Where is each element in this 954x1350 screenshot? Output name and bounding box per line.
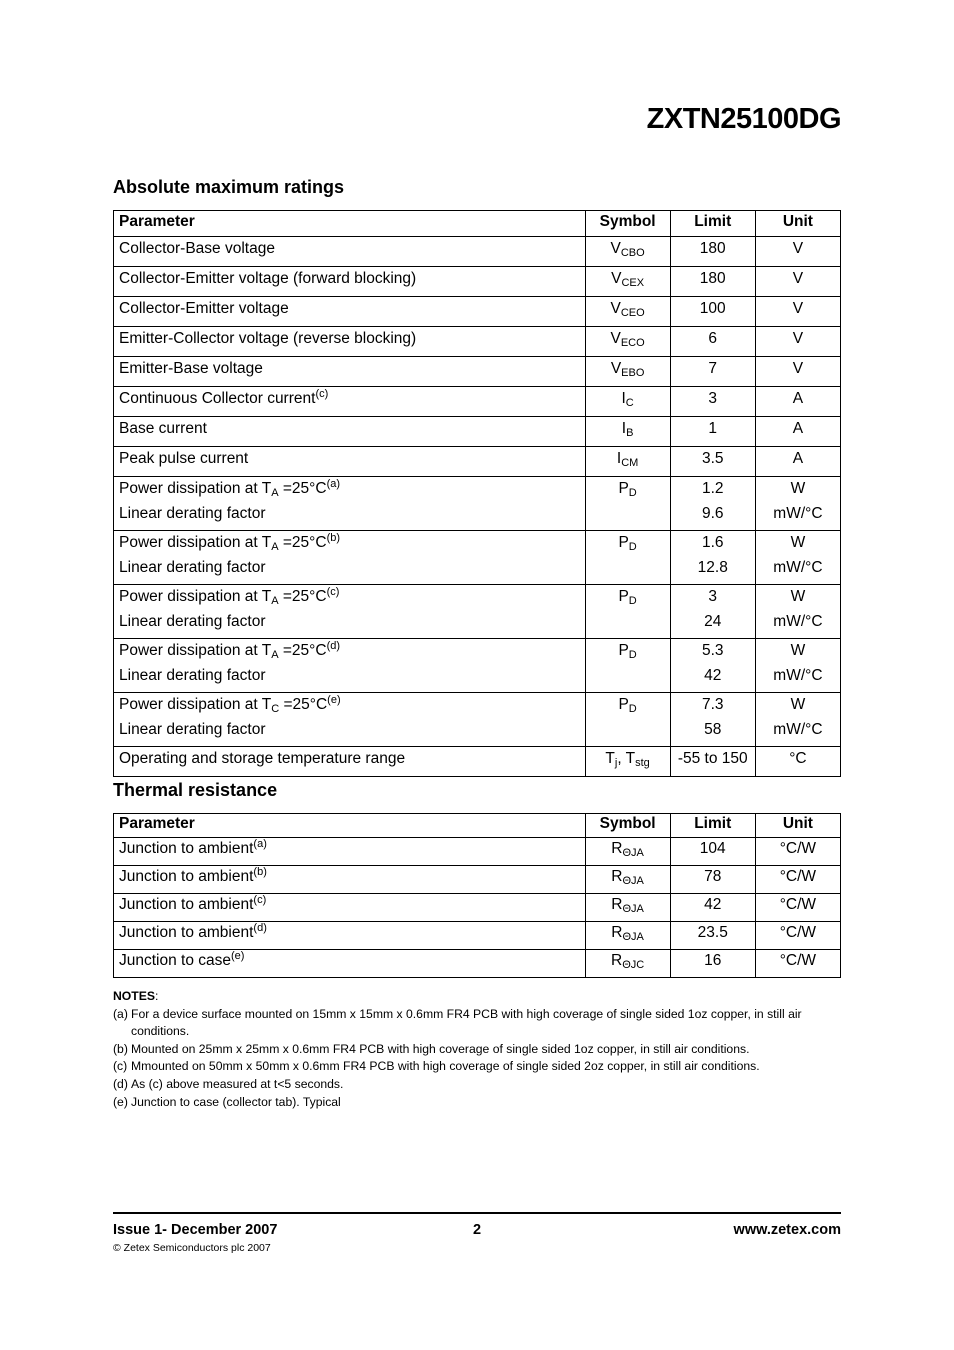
symbol-cell [585, 747, 670, 777]
unit-cell: °C/W [755, 866, 840, 894]
parameter-cell [114, 922, 586, 950]
power-dissipation-line [119, 640, 580, 662]
symbol-text: P [618, 480, 629, 497]
limit-cell [670, 693, 755, 747]
power-dissipation-line [119, 586, 580, 608]
symbol-cell [585, 297, 670, 327]
limit-cell [670, 585, 755, 639]
footnote-ref: (c) [326, 586, 340, 598]
symbol-subscript: ΘJA [622, 875, 644, 887]
parameter-text: Power dissipation at T [119, 696, 272, 713]
limit-power: 3 [708, 588, 718, 605]
parameter-text: Power dissipation at T [119, 480, 272, 497]
parameter-text: Emitter-Collector voltage (reverse blocking) [119, 330, 417, 347]
column-header-unit: Unit [755, 814, 840, 838]
table-row [114, 747, 841, 777]
symbol-cell [585, 950, 670, 978]
parameter-cell [114, 866, 586, 894]
symbol-subscript: ΘJC [622, 959, 645, 971]
symbol-text: V [611, 270, 622, 287]
unit-cell: V [755, 327, 840, 357]
table-row [114, 894, 841, 922]
footnote-ref: (c) [253, 894, 267, 906]
symbol-cell [585, 894, 670, 922]
limit-derating: 12.8 [697, 559, 728, 576]
note-text: Mounted on 25mm x 25mm x 0.6mm FR4 PCB with high coverage of single sided 1oz copper, in still air conditions. [131, 1041, 750, 1056]
unit-cell: A [755, 387, 840, 417]
symbol-text: T [605, 750, 615, 767]
symbol-text: R [611, 952, 623, 969]
table-row [114, 531, 841, 585]
thermal-resistance-heading: Thermal resistance [113, 780, 278, 800]
symbol-subscript: j [614, 757, 618, 769]
unit-cell: °C/W [755, 922, 840, 950]
temperature-subscript: A [271, 487, 279, 499]
notes-heading: NOTES: [113, 989, 159, 1003]
limit-power: 7.3 [701, 696, 724, 713]
column-header-limit: Limit [670, 814, 755, 838]
note-item [113, 1058, 841, 1076]
symbol-text: I [621, 390, 626, 407]
parameter-text: Junction to ambient [119, 840, 254, 857]
absolute-max-ratings-heading: Absolute maximum ratings [113, 177, 345, 197]
symbol-subscript: ΘJA [622, 847, 644, 859]
table-row [114, 447, 841, 477]
unit-cell: V [755, 297, 840, 327]
issue-date: Issue 1- December 2007 [113, 1222, 278, 1238]
symbol-subscript: CEO [620, 307, 645, 319]
limit-cell: 6 [670, 327, 755, 357]
temperature-subscript: A [271, 649, 279, 661]
unit-cell: °C/W [755, 838, 840, 866]
limit-cell: 100 [670, 297, 755, 327]
note-label: (b) [113, 1041, 128, 1056]
symbol-cell [585, 838, 670, 866]
column-header-parameter: Parameter [114, 211, 586, 237]
temperature-subscript: A [271, 595, 279, 607]
parameter-cell [114, 585, 586, 639]
note-item [113, 1076, 841, 1094]
parameter-cell [114, 237, 586, 267]
symbol-subscript: ΘJA [622, 903, 644, 915]
thermal-resistance-table [113, 813, 841, 978]
limit-cell: 78 [670, 866, 755, 894]
page-number: 2 [472, 1222, 482, 1238]
unit-cell: V [755, 267, 840, 297]
unit-derating: mW/°C [773, 613, 823, 630]
unit-cell: A [755, 447, 840, 477]
limit-cell: 180 [670, 267, 755, 297]
unit-derating: mW/°C [773, 559, 823, 576]
unit-cell: V [755, 237, 840, 267]
table-row [114, 922, 841, 950]
symbol-subscript: D [628, 649, 637, 661]
symbol-cell [585, 693, 670, 747]
footnote-ref: (b) [326, 532, 341, 544]
parameter-text: =25°C [278, 642, 327, 659]
symbol-cell [585, 357, 670, 387]
table-row [114, 838, 841, 866]
unit-cell [755, 477, 840, 531]
footnote-ref: (c) [315, 388, 329, 400]
limit-derating: 58 [704, 721, 722, 738]
symbol-subscript: CEX [621, 277, 645, 289]
parameter-cell [114, 357, 586, 387]
column-header-symbol: Symbol [585, 814, 670, 838]
parameter-text: Collector-Emitter voltage (forward blocking) [119, 270, 417, 287]
limit-power: 5.3 [701, 642, 724, 659]
symbol-text: I [621, 420, 627, 437]
symbol-cell [585, 531, 670, 585]
power-dissipation-line [119, 694, 580, 716]
unit-power: W [790, 480, 806, 497]
derating-line: Linear derating factor [119, 505, 266, 522]
note-item [113, 1041, 841, 1059]
symbol-text: V [610, 240, 621, 257]
website-link[interactable]: www.zetex.com [733, 1222, 841, 1238]
symbol-cell [585, 922, 670, 950]
parameter-text: =25°C [278, 480, 327, 497]
parameter-cell [114, 894, 586, 922]
limit-cell: 104 [670, 838, 755, 866]
parameter-text: Peak pulse current [119, 450, 249, 467]
parameter-cell [114, 531, 586, 585]
symbol-text: I [616, 450, 622, 467]
parameter-text: Power dissipation at T [119, 534, 272, 551]
limit-cell: 1 [670, 417, 755, 447]
table-row [114, 387, 841, 417]
parameter-cell: Operating and storage temperature range [114, 747, 586, 777]
limit-cell: 180 [670, 237, 755, 267]
symbol-cell [585, 477, 670, 531]
symbol-cell [585, 639, 670, 693]
table-header-row [114, 814, 841, 838]
unit-derating: mW/°C [773, 667, 823, 684]
note-item [113, 1006, 841, 1041]
limit-cell: 16 [670, 950, 755, 978]
unit-cell: A [755, 417, 840, 447]
unit-cell [755, 531, 840, 585]
parameter-text: Junction to ambient [119, 896, 254, 913]
parameter-cell [114, 387, 586, 417]
parameter-text: Junction to ambient [119, 924, 254, 941]
copyright-notice: © Zetex Semiconductors plc 2007 [113, 1242, 271, 1254]
symbol-text: V [610, 360, 622, 377]
parameter-text: Collector-Emitter voltage [119, 300, 289, 317]
limit-derating: 42 [704, 667, 722, 684]
limit-cell: 23.5 [670, 922, 755, 950]
note-text: Junction to case (collector tab). Typical [131, 1094, 341, 1109]
symbol-text: R [611, 840, 623, 857]
parameter-text: Junction to case [119, 952, 232, 969]
limit-cell [670, 531, 755, 585]
limit-cell [670, 639, 755, 693]
temperature-subscript: A [271, 541, 279, 553]
derating-line: Linear derating factor [119, 667, 266, 684]
symbol-text: , T [617, 750, 636, 767]
symbol-cell [585, 387, 670, 417]
column-header-parameter: Parameter [114, 814, 586, 838]
table-row [114, 357, 841, 387]
symbol-subscript: ΘJA [622, 931, 644, 943]
footnote-ref: (b) [253, 866, 267, 878]
table-row [114, 639, 841, 693]
note-text: As (c) above measured at t<5 seconds. [131, 1076, 344, 1091]
limit-cell: -55 to 150 [670, 747, 755, 777]
symbol-text: R [611, 924, 623, 941]
derating-line: Linear derating factor [119, 721, 266, 738]
table-row [114, 866, 841, 894]
limit-derating: 9.6 [701, 505, 724, 522]
unit-cell: °C/W [755, 894, 840, 922]
derating-line: Linear derating factor [119, 613, 266, 630]
symbol-subscript: D [628, 487, 637, 499]
footnote-ref: (a) [326, 478, 341, 490]
parameter-text: Power dissipation at T [119, 642, 272, 659]
limit-cell: 7 [670, 357, 755, 387]
symbol-text: P [618, 642, 629, 659]
notes-section [113, 988, 841, 1111]
note-text: Mmounted on 50mm x 50mm x 0.6mm FR4 PCB with high coverage of single sided 2oz copper, in still air conditions. [131, 1059, 760, 1074]
table-row [114, 477, 841, 531]
derating-line: Linear derating factor [119, 559, 266, 576]
symbol-text: R [611, 868, 623, 885]
parameter-text: Junction to ambient [119, 868, 254, 885]
column-header-limit: Limit [670, 211, 755, 237]
symbol-cell [585, 237, 670, 267]
symbol-subscript: B [626, 427, 634, 439]
unit-power: W [790, 588, 806, 605]
parameter-cell [114, 639, 586, 693]
symbol-text: R [611, 896, 623, 913]
table-row [114, 585, 841, 639]
parameter-cell [114, 297, 586, 327]
parameter-text: Emitter-Base voltage [119, 360, 263, 377]
limit-cell [670, 477, 755, 531]
unit-power: W [790, 534, 806, 551]
table-row [114, 693, 841, 747]
symbol-text: P [618, 588, 629, 605]
symbol-subscript: C [625, 397, 634, 409]
table-row [114, 327, 841, 357]
symbol-subscript: D [628, 541, 637, 553]
table-row [114, 237, 841, 267]
parameter-text: =25°C [278, 534, 327, 551]
unit-derating: mW/°C [773, 505, 823, 522]
table-header-row [114, 211, 841, 237]
unit-cell: V [755, 357, 840, 387]
footnote-ref: (d) [326, 640, 341, 652]
unit-power: W [790, 696, 806, 713]
parameter-text: Power dissipation at T [119, 588, 272, 605]
parameter-cell [114, 950, 586, 978]
parameter-cell [114, 267, 586, 297]
parameter-text: Continuous Collector current [119, 390, 316, 407]
footnote-ref: (e) [327, 694, 341, 706]
note-label: (a) [113, 1006, 128, 1021]
parameter-cell [114, 477, 586, 531]
parameter-text: Collector-Base voltage [119, 240, 275, 257]
parameter-cell [114, 447, 586, 477]
column-header-unit: Unit [755, 211, 840, 237]
table-row [114, 267, 841, 297]
symbol-subscript: D [628, 595, 637, 607]
power-dissipation-line [119, 532, 580, 554]
limit-cell: 42 [670, 894, 755, 922]
unit-power: W [790, 642, 806, 659]
symbol-cell [585, 417, 670, 447]
symbol-cell [585, 866, 670, 894]
unit-cell: °C [755, 747, 840, 777]
note-label: (e) [113, 1094, 128, 1109]
limit-power: 1.2 [701, 480, 724, 497]
parameter-cell [114, 417, 586, 447]
parameter-text: =25°C [279, 696, 328, 713]
symbol-text: V [610, 330, 621, 347]
parameter-cell [114, 693, 586, 747]
note-text: For a device surface mounted on 15mm x 15mm x 0.6mm FR4 PCB with high coverage of single sided 1oz copper, in still air conditions. [131, 1006, 802, 1039]
unit-cell: °C/W [755, 950, 840, 978]
symbol-text: P [618, 534, 629, 551]
symbol-subscript: ECO [620, 337, 645, 349]
symbol-subscript: EBO [621, 367, 645, 379]
note-label: (c) [113, 1059, 128, 1074]
symbol-subscript: CM [621, 457, 639, 469]
table-row [114, 417, 841, 447]
parameter-text: =25°C [278, 588, 327, 605]
footnote-ref: (d) [253, 922, 267, 934]
unit-cell [755, 585, 840, 639]
part-number-title: ZXTN25100DG [646, 103, 841, 135]
limit-derating: 24 [704, 613, 722, 630]
limit-power: 1.6 [701, 534, 724, 551]
symbol-subscript: stg [635, 757, 650, 769]
symbol-text: V [610, 300, 621, 317]
table-row [114, 297, 841, 327]
symbol-cell [585, 267, 670, 297]
footnote-ref: (e) [231, 950, 245, 962]
symbol-text: P [618, 696, 629, 713]
limit-cell: 3 [670, 387, 755, 417]
parameter-text: Base current [119, 420, 207, 437]
parameter-cell [114, 838, 586, 866]
footer-divider [113, 1212, 841, 1214]
absolute-max-ratings-table [113, 210, 841, 777]
power-dissipation-line [119, 478, 580, 500]
limit-cell: 3.5 [670, 447, 755, 477]
note-item [113, 1094, 841, 1112]
unit-cell [755, 639, 840, 693]
symbol-subscript: CBO [620, 247, 645, 259]
unit-derating: mW/°C [773, 721, 823, 738]
note-label: (d) [113, 1076, 128, 1091]
symbol-cell [585, 585, 670, 639]
temperature-subscript: C [271, 703, 280, 715]
footnote-ref: (a) [253, 838, 267, 850]
symbol-cell [585, 447, 670, 477]
symbol-subscript: D [628, 703, 637, 715]
parameter-cell [114, 327, 586, 357]
table-row [114, 950, 841, 978]
unit-cell [755, 693, 840, 747]
symbol-cell [585, 327, 670, 357]
column-header-symbol: Symbol [585, 211, 670, 237]
